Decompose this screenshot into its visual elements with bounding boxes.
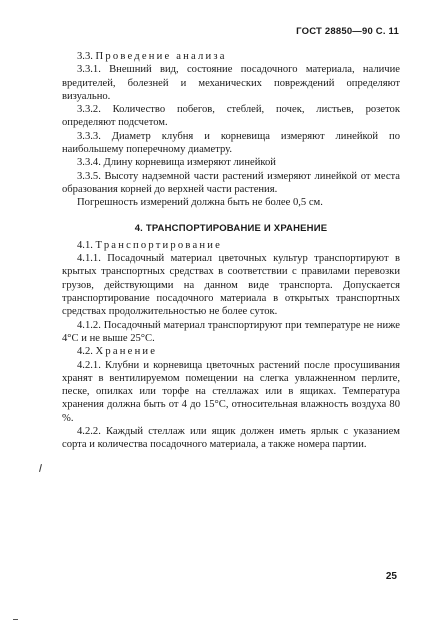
page-number: 25 (385, 571, 397, 582)
paragraph-3-3-3: 3.3.3. Диаметр клубня и корневища измеряют линейкой по наибольшему поперечному диаметру. (62, 130, 400, 156)
paragraph-3-3-4: 3.3.4. Длину корневища измеряют линейкой (77, 157, 276, 169)
section-4-1-number: 4.1. (77, 239, 96, 251)
paragraph-3-3-1: 3.3.1. Внешний вид, состояние посадочного материала, наличие вредителей, болезней и механических повреждений определяют визуально. (62, 64, 400, 102)
paragraph-3-3-5: 3.3.5. Высоту надземной части растений измеряют линейкой от места образования корней до верхней части растения. (62, 170, 400, 195)
margin-mark (39, 464, 42, 472)
page-header: ГОСТ 28850—90 С. 11 (296, 26, 399, 37)
section-4-heading: 4. ТРАНСПОРТИРОВАНИЕ И ХРАНЕНИЕ (134, 222, 328, 234)
paragraph-3-3-2: 3.3.2. Количество побегов, стеблей, почек, листьев, розеток определяют подсчетом. (62, 104, 400, 129)
section-4-1-title-text: Транспортирование (95, 239, 223, 251)
paragraph-4-1-1: 4.1.1. Посадочный материал цветочных культур транспортируют в крытых транспортных средствах в соответствии с правилами перевозки грузов, действующими на данном виде транспорта. Допускается транспортирование посадочного материала в открытых транспортных средствах продолжительностью не более суток. (62, 253, 400, 318)
section-3-3-title-text: Проведение анализа (95, 51, 227, 62)
paragraph-measurement-error: Погрешность измерений должна быть не более 0,5 см. (77, 197, 323, 209)
section-4-2-title-text: Хранение (95, 346, 158, 358)
paragraph-4-2-1: 4.2.1. Клубни и корневища цветочных растений после просушивания хранят в вентилируемом помещении на слегка увлажненном перлите, песке, опилках или торфе на стеллажах или в ящиках. Температура хранения должна быть от 4 до 15°С, относительная влажность воздуха 80 %. (62, 359, 400, 424)
section-4-2-title (62, 345, 400, 358)
section-3-3-title (62, 50, 400, 63)
document-body (62, 50, 400, 452)
section-4-1-title (62, 239, 400, 252)
paragraph-4-2-2: 4.2.2. Каждый стеллаж или ящик должен иметь ярлык с указанием сорта и количества посадочного материала, а также номера партии. (62, 426, 400, 451)
paragraph-4-1-2: 4.1.2. Посадочный материал транспортируют при температуре не ниже 4°С и не выше 25°С. (62, 319, 400, 344)
section-3-3-number: 3.3. (77, 51, 96, 62)
section-4-2-number: 4.2. (77, 346, 96, 358)
margin-dash (13, 619, 18, 620)
